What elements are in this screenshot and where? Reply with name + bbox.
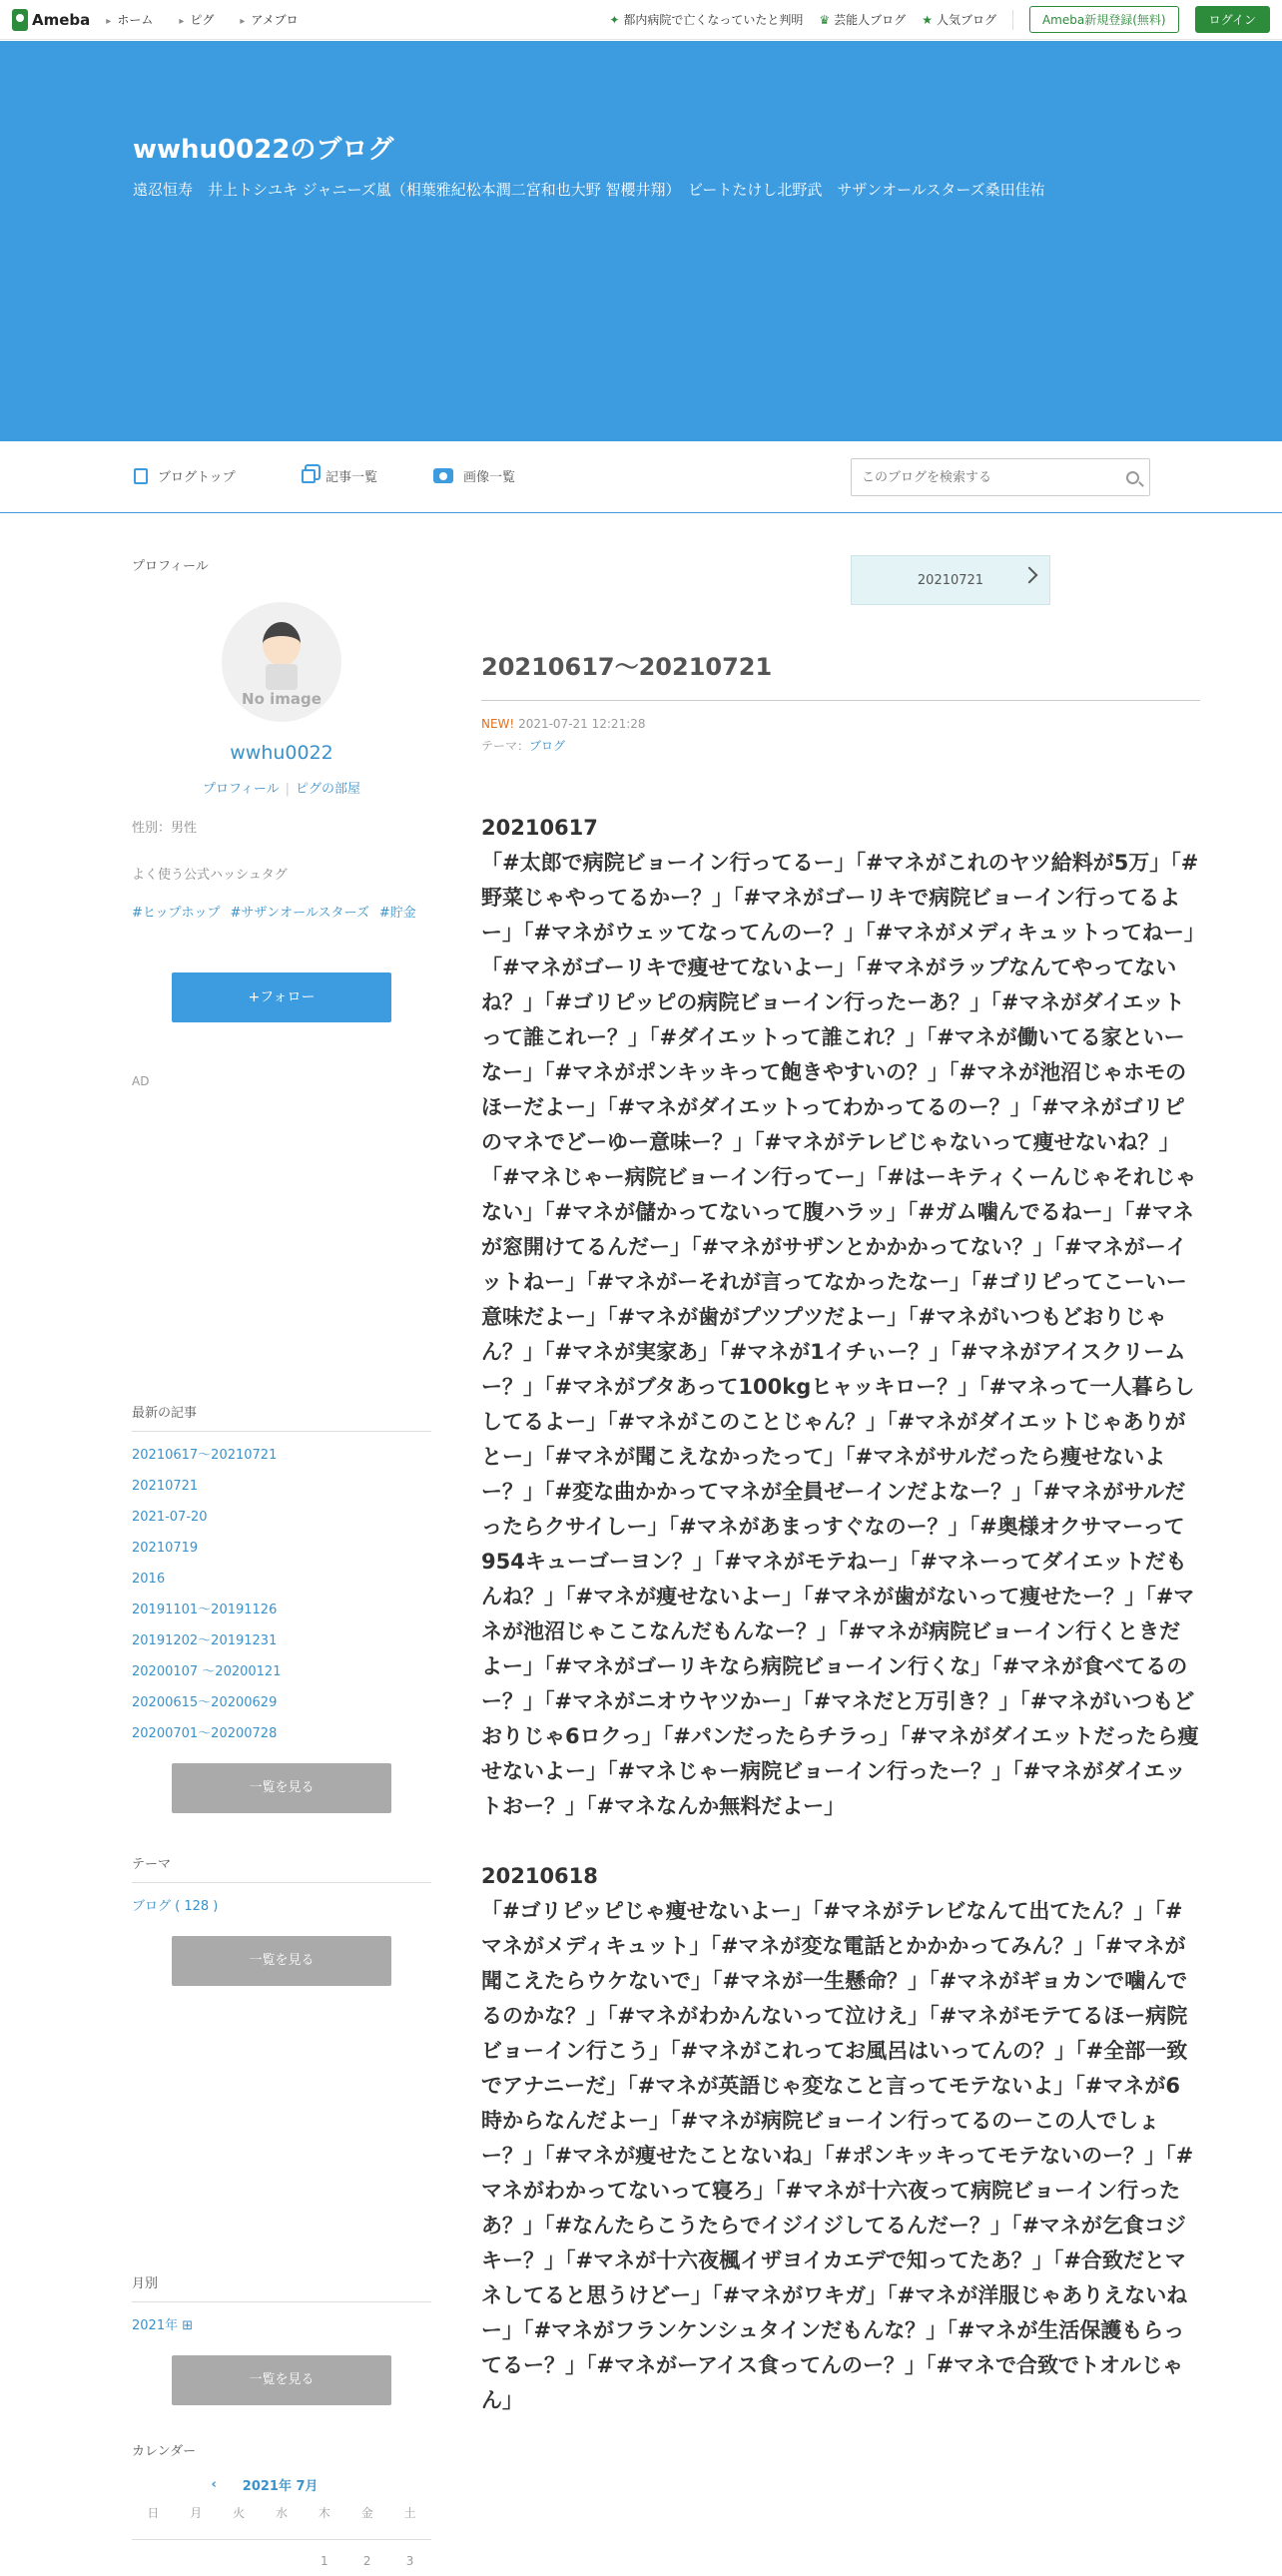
weekday-label: 火	[233, 2506, 246, 2520]
section-text: 「#ゴリピッピじゃ痩せないよー」「#マネがテレビなんて出てたん？」「#マネがメディキュット」「#マネが変な電話とかかかってみん？」「#マネが聞こえたらウケないで」「#マネが一生懸命？」「#マネがギョカンで噛んでるのかな？」「#マネがわかんないって泣けえ」「#マネがモテてるほー病院ビョーイン行こう」「#マネがこれってお風呂はいってんの？」「#全部一致でアナニーだ」「#マネが英語じゃ変なこと言ってモテないよ」「#マネが6時からなんだよー」「#マネが病院ビョーイン行ってるのーこの人でしょー？」「#マネが痩せたことないね」「#ポンキッキってモテないのー？」「#マネがわかってないって寝ろ」「#マネが十六夜って病院ビョーイン行ったあ？」「#なんたらこうたらでイジイジしてるんだー？」「#マネが乞食コジキー？」「#マネが十六夜楓イザヨイカエデで知ってたあ？」「#合致だとマネしてると思うけどー」「#マネがワキガ」「#マネが洋服じゃありえないねー」「#マネがフランケンシュタインだもんな？」「#マネが生活保護もらってるー？」「#マネがーアイス食ってんのー？」「#マネで合致でトオルじゃん」	[481, 1899, 1194, 2412]
chevron-left-icon[interactable]: ‹	[211, 2477, 217, 2492]
weekday-label: 月	[190, 2506, 203, 2520]
pigg-room-link[interactable]: ピグの部屋	[296, 782, 361, 797]
theme-item[interactable]: ブログ ( 128 )	[132, 1899, 219, 1914]
celebrity-blog-text: 芸能人ブログ	[834, 13, 907, 27]
article-title[interactable]: 20210617～20210721	[481, 647, 1200, 701]
calendar-day[interactable]: 3	[405, 2554, 414, 2568]
blog-header-banner	[0, 41, 1282, 441]
blog-search	[851, 458, 1150, 496]
recent-item[interactable]: 20191202～20191231	[132, 1633, 278, 1648]
hashtag-heading: よく使う公式ハッシュタグ	[132, 868, 288, 883]
recent-item[interactable]: 2016	[132, 1572, 166, 1587]
document-icon	[134, 468, 148, 484]
article-datetime: 2021-07-21 12:21:28	[518, 717, 646, 731]
ameba-logo-icon	[12, 9, 28, 31]
subnav-article-list-label: 記事一覧	[325, 470, 378, 485]
popular-blog-link[interactable]	[922, 11, 996, 28]
section-date: 20210617	[481, 816, 598, 840]
new-badge: NEW!	[481, 717, 515, 731]
next-article-button[interactable]	[851, 555, 1050, 605]
calendar-day[interactable]: 2	[362, 2554, 371, 2568]
nav-ameblo[interactable]: ▸ アメブロ	[240, 11, 298, 28]
weekday-label: 金	[360, 2506, 373, 2520]
global-nav-right	[609, 6, 1270, 33]
celebrity-blog-link[interactable]	[819, 11, 906, 28]
article-meta	[481, 713, 646, 757]
monthly-section	[132, 2272, 431, 2405]
recent-item[interactable]: 20191101～20191126	[132, 1603, 278, 1617]
copy-icon	[302, 469, 316, 483]
monthly-item[interactable]	[132, 2310, 431, 2341]
nav-pigg[interactable]: ▸ ピグ	[179, 11, 214, 28]
ad-label: AD	[132, 1074, 150, 1088]
subnav-image-list[interactable]	[433, 466, 515, 485]
calendar-month: 2021年 7月	[242, 2479, 319, 2494]
no-image-label: No image	[242, 690, 321, 708]
blog-title[interactable]: wwhu0022のブログ	[133, 135, 394, 165]
calendar-heading: カレンダー	[132, 2444, 197, 2459]
recent-item[interactable]: 20210721	[132, 1479, 199, 1494]
recent-heading: 最新の記事	[132, 1402, 431, 1432]
news-pick-text: 都内病院で亡くなっていたと判明	[623, 13, 804, 27]
subnav-blog-top-label: ブログトップ	[158, 470, 236, 485]
monthly-list	[132, 2310, 431, 2341]
divider	[1012, 10, 1013, 30]
search-input[interactable]	[862, 470, 1126, 485]
recent-more-button[interactable]: 一覧を見る	[172, 1763, 391, 1813]
brand-text: Ameba	[32, 10, 91, 29]
login-button[interactable]: ログイン	[1195, 6, 1270, 33]
sidebar	[132, 555, 431, 2568]
popular-blog-text: 人気ブログ	[936, 13, 996, 27]
subnav-blog-top[interactable]	[134, 466, 236, 485]
register-button[interactable]: Ameba新規登録(無料)	[1029, 6, 1179, 33]
link-separator: |	[285, 782, 291, 797]
recent-item[interactable]: 20200615～20200629	[132, 1695, 278, 1710]
profile-heading: プロフィール	[132, 559, 209, 574]
recent-item[interactable]: 20210719	[132, 1541, 199, 1556]
weekday-label: 土	[403, 2506, 416, 2520]
recent-item[interactable]: 20210617～20210721	[132, 1448, 278, 1463]
calendar-weekdays	[132, 2504, 431, 2529]
recent-item[interactable]: 20200701～20200728	[132, 1726, 278, 1741]
calendar-nav	[132, 2475, 431, 2494]
star-icon: ★	[922, 12, 933, 27]
global-nav	[106, 11, 298, 28]
monthly-heading: 月別	[132, 2272, 431, 2302]
username-link[interactable]: wwhu0022	[230, 742, 333, 764]
recent-item[interactable]: 20200107 ～20200121	[132, 1664, 282, 1679]
section-date: 20210618	[481, 1864, 598, 1888]
next-article-label: 20210721	[917, 572, 984, 588]
section-text: 「#太郎で病院ビョーイン行ってるー」「#マネがこれのヤツ給料が5万」「#野菜じゃやってるかー？」「#マネがゴーリキで病院ビョーイン行ってるよー」「#マネがウェッてなってんのー？」「#マネがメディキュットってねー」「#マネがゴーリキで痩せてないよー」「#マネがラップなんてやってないね？」「#ゴリピッピの病院ビョーイン行ったーあ？」「#マネがダイエットって誰これー？」「#ダイエットって誰これ？」「#マネが働いてる家といーなー」「#マネがポンキッキって飽きやすいの？」「#マネが池沼じゃホモのほーだよー」「#マネがダイエットってわかってるのー？」「#マネがゴリピのマネでどーゆー意味ー？」「#マネがテレビじゃないって痩せないね？」「#マネじゃー病院ビョーイン行ってー」「#はーキティくーんじゃそれじゃない」「#マネが儲かってないって腹ハラッ」「#ガム噛んでるねー」「#マネが窓開けてるんだー」「#マネがサザンとかかかってない？」「#マネがーイットねー」「#マネがーそれが言ってなかったなー」「#ゴリピってこーいー意味だよー」「#マネが歯がプツプツだよー」「#マネがいつもどおりじゃん？」「#マネが実家あ」「#マネが1イチぃー？」「#マネがアイスクリームー？」「#マネがブタあって100kgヒャッキロー？」「#マネって一人暮らししてるよー」「#マネがこのことじゃん？」「#マネがダイエットじゃありがとー」「#マネが聞こえなかったって」「#マネがサルだったら痩せないよー？」「#変な曲かかってマネが全員ゼーインだよなー？」「#マネがサルだったらクサイしー」「#マネがあまっすぐなのー？」「#奥様オクサマーって954キューゴーヨン？」「#マネがモテねー」「#マネーってダイエットだもんね？」「#マネが痩せないよー」「#マネが歯がないって痩せたー？」「#マネが池沼じゃここなんだもんなー？」「#マネが病院ビョーイン行くときだよー」「#マネがゴーリキなら病院ビョーイン行くな」「#マネが食べてるのー？」「#マネがニオウヤツかー」「#マネだと万引き？」「#マネがいつもどおりじゃ6ロクっ」「#パンだったらチラっ」「#マネがダイエットだったら痩せないよー」「#マネじゃー病院ビョーイン行ったー？」「#マネがダイエットおー？」「#マネなんか無料だよー」	[481, 851, 1199, 1818]
avatar-body-icon	[266, 664, 298, 690]
subnav-image-list-label: 画像一覧	[463, 470, 516, 485]
theme-more-button[interactable]: 一覧を見る	[172, 1936, 391, 1986]
calendar-days	[132, 2539, 431, 2576]
camera-icon	[433, 468, 453, 483]
calendar-day	[175, 2554, 218, 2568]
gender-text: 性別：男性	[132, 821, 198, 836]
hashtag-link[interactable]: #ヒップホップ	[132, 906, 221, 921]
blog-description: 遠忍恒寿 井上トシユキ ジャニーズ嵐（相葉雅紀松本潤二宮和也大野 智櫻井翔） ビートたけし北野武 サザンオールスターズ桑田佳祐	[133, 181, 1045, 199]
calendar-day	[218, 2554, 261, 2568]
profile-links	[132, 778, 431, 797]
sparkle-icon: ✦	[609, 12, 620, 27]
weekday-label: 水	[276, 2506, 289, 2520]
ameba-logo[interactable]	[12, 9, 90, 31]
recent-list	[132, 1440, 431, 1749]
hashtag-list	[132, 901, 431, 927]
hashtag-link[interactable]: #サザンオールスターズ	[230, 906, 369, 921]
weekday-label: 木	[318, 2506, 330, 2520]
profile-link[interactable]: プロフィール	[202, 782, 280, 797]
weekday-label: 日	[147, 2506, 160, 2520]
theme-heading: テーマ	[132, 1853, 431, 1883]
calendar-day	[261, 2554, 304, 2568]
monthly-more-button[interactable]: 一覧を見る	[172, 2355, 391, 2405]
search-icon[interactable]	[1126, 471, 1139, 484]
theme-list	[132, 1891, 431, 1922]
theme-label: テーマ：	[481, 739, 530, 753]
calendar-section	[132, 2440, 431, 2576]
chevron-right-icon	[1021, 567, 1038, 584]
news-pick-link[interactable]	[609, 11, 803, 28]
crown-icon: ♛	[819, 12, 831, 27]
theme-section	[132, 1853, 431, 1986]
article-body	[481, 811, 1200, 2453]
hashtag-link[interactable]: #貯金	[378, 906, 416, 921]
avatar-face-icon	[263, 622, 301, 666]
calendar-day[interactable]: 1	[320, 2554, 328, 2568]
recent-articles	[132, 1402, 431, 1813]
subnav-article-list[interactable]	[302, 466, 377, 485]
expand-icon[interactable]: ⊞	[182, 2318, 194, 2333]
calendar-day	[132, 2554, 175, 2568]
avatar[interactable]	[222, 602, 341, 722]
blog-subnav	[0, 441, 1282, 513]
recent-item[interactable]: 2021-07-20	[132, 1510, 208, 1525]
article-theme-link[interactable]: ブログ	[529, 739, 566, 753]
monthly-item-label: 2021年	[132, 2318, 179, 2333]
follow-button[interactable]: +フォロー	[172, 972, 391, 1022]
article-paragraph	[481, 1859, 1200, 2418]
global-header	[0, 0, 1282, 40]
nav-home[interactable]: ▸ ホーム	[106, 11, 153, 28]
article-paragraph	[481, 811, 1200, 1824]
